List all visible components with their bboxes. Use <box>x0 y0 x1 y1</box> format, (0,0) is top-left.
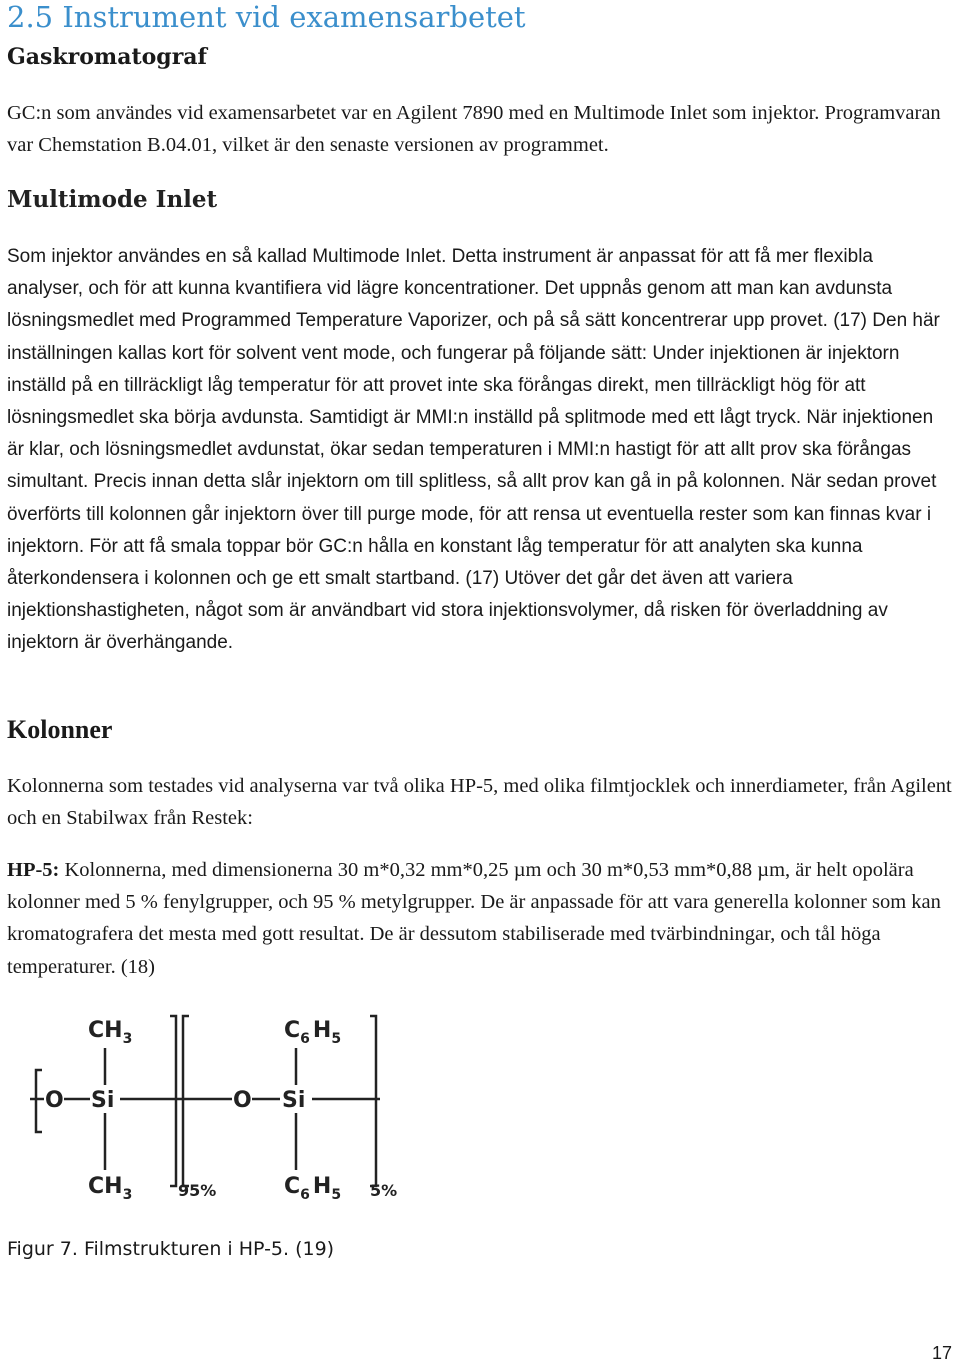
bracket-right-1 <box>170 1016 176 1186</box>
silicon-2: Si <box>282 1088 306 1113</box>
ch3-bottom: $CH_3$ <box>88 1174 133 1203</box>
heading-gaskromatograf: Gaskromatograf <box>7 44 207 70</box>
page-number: 17 <box>931 1343 952 1363</box>
figure-caption: Figur 7. Filmstrukturen i HP-5. (19) <box>7 1238 335 1260</box>
hp5-label: HP-5: <box>7 859 60 881</box>
bracket-left-1 <box>36 1070 42 1132</box>
paragraph-gaskromatograf: GC:n som användes vid examensarbetet var en Agilent 7890 med en Multimode Inlet som injektor. Programvaran var Chemstation B.04.01, vilket är den senaste versionen av programmet. <box>7 102 941 157</box>
chemical-structure-diagram <box>30 1010 410 1210</box>
heading-kolonner: Kolonner <box>7 715 113 744</box>
heading-multimode-inlet: Multimode Inlet <box>7 186 218 213</box>
section-title: 2.5 Instrument vid examensarbetet <box>7 0 526 34</box>
pct-5: 5% <box>370 1181 398 1200</box>
pct-95: 95% <box>178 1181 217 1200</box>
paragraph-multimode-inlet: Som injektor användes en så kallad Multimode Inlet. Detta instrument är anpassat för att få mer flexibla analyser, och för att kunna kvantifiera vid lägre koncentrationer. Det uppnås genom att man kan avdunsta lösningsmedlet med Programmed Temperature Vaporizer, och på så sätt koncentrerar upp provet. (17) Den här inställningen kallas kort för solvent vent mode, och fungerar på följande sätt: Under injektionen är injektorn inställd på en tillräckligt låg temperatur för att provet inte ska förångas direkt, men tillräckligt hög för att lösningsmedlet ska börja avdunsta. Samtidigt är MMI:n inställd på splitmode med ett lågt tryck. När injektionen är klar, och lösningsmedlet avdunstat, ökar sedan temperaturen i MMI:n hastigt för att allt prov ska förångas simultant. Precis innan detta slår injektorn om till splitless, så allt prov kan gå in på kolonnen. När sedan provet överförts till kolonnen går injektorn över till purge mode, för att rensa ut eventuella rester som kan finnas kvar i injektorn. För att få smala toppar bör GC:n hålla en konstant låg temperatur för att analyten ska kunna återkondensera i kolonnen och ge ett smalt startband. (17) Utöver det går det även att variera injektionshastigheten, något som är användbart vid stora injektionsvolymer, då risken för överladdning av injektorn är överhängande. <box>7 246 940 654</box>
c6h5-top: $C_6$ $H_5$ <box>284 1018 342 1047</box>
ch3-top: $CH_3$ <box>88 1018 133 1047</box>
paragraph-hp5 <box>7 854 953 983</box>
hp5-text: Kolonnerna, med dimensionerna 30 m*0,32 mm*0,25 µm och 30 m*0,53 mm*0,88 µm, är helt opolära kolonner med 5 % fenylgrupper, och 95 % metylgrupper. De är anpassade för att vara generella kolonner som kan kromatografera det mesta med gott resultat. De är dessutom stabiliserade med tvärbindningar, och tål höga temperaturer. (18) <box>7 859 941 978</box>
bracket-right-2 <box>370 1016 376 1186</box>
bracket-left-2 <box>183 1016 189 1186</box>
oxygen-1: O <box>45 1088 64 1113</box>
paragraph-kolonner-intro: Kolonnerna som testades vid analyserna var två olika HP-5, med olika filmtjocklek och innerdiameter, från Agilent och en Stabilwax från Restek: <box>7 775 952 830</box>
oxygen-2: O <box>233 1088 252 1113</box>
c6h5-bottom: $C_6$ $H_5$ <box>284 1174 342 1203</box>
silicon-1: Si <box>91 1088 115 1113</box>
hp5-structure-figure <box>30 1010 410 1210</box>
